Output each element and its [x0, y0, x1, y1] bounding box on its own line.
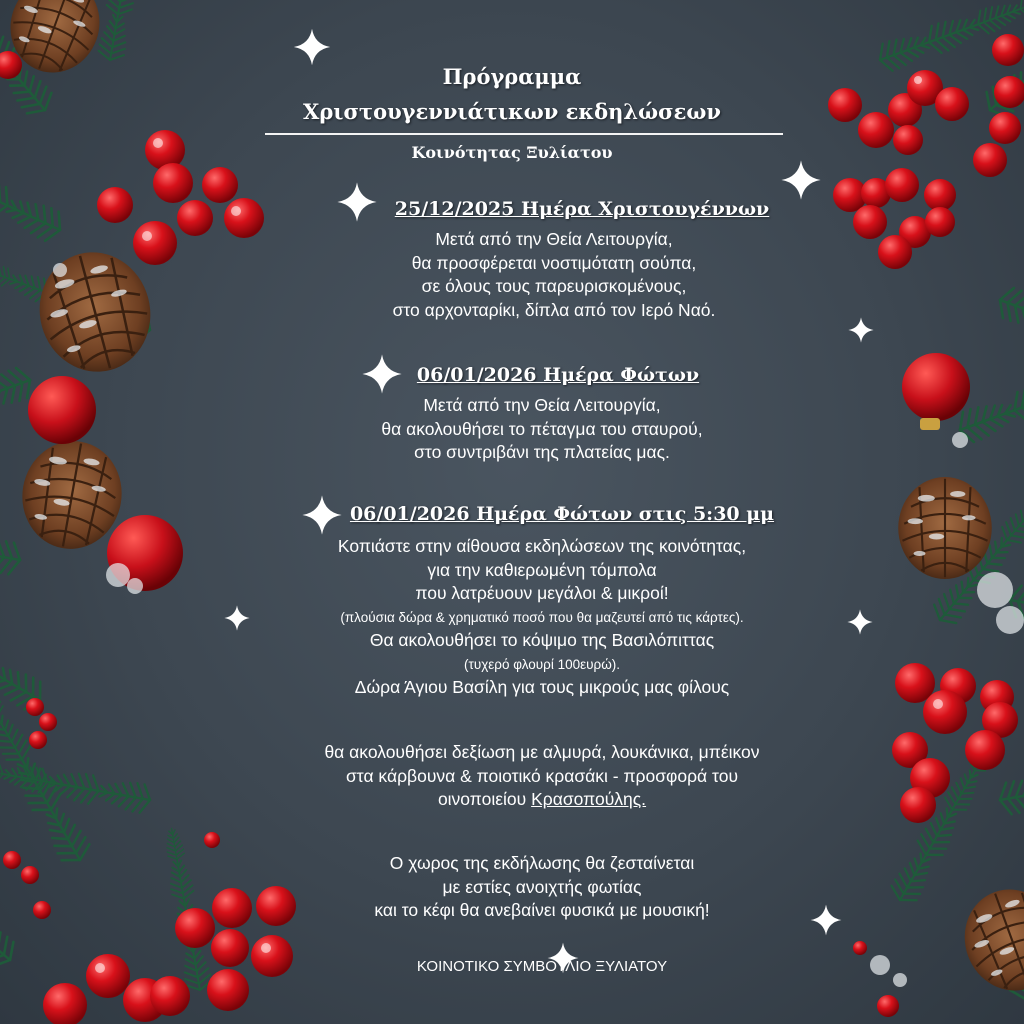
event-3-line: που λατρέυουν μεγάλοι & μικροί!	[415, 583, 669, 603]
closing-line: με εστίες ανοιχτής φωτίας	[442, 876, 642, 897]
signature: ΚΟΙΝΟΤΙΚΟ ΣΥΜΒΟΥΛΙΟ ΞΥΛΙΑΤΟΥ	[416, 958, 668, 975]
event-3-line: Θα ακολουθήσει το κόψιμο της Βασιλόπιττας	[369, 630, 715, 650]
title-divider	[265, 133, 783, 135]
closing-line: και το κέφι θα ανεβαίνει φυσικά με μουσική!	[374, 900, 710, 920]
event-1-line: σε όλους τους παρευρισκομένους,	[421, 276, 687, 296]
event-2-line: θα ακολουθήσει το πέταγμα του σταυρού,	[381, 418, 703, 439]
event-1-heading: 25/12/2025 Ημέρα Χριστουγέννων	[394, 198, 770, 220]
event-3-heading: 06/01/2026 Ημέρα Φώτων στις 5:30 μμ	[349, 503, 775, 525]
reception-line: στα κάρβουνα & ποιοτικό κρασάκι - προσφορά του	[345, 765, 739, 786]
event-3-description	[30, 535, 1024, 700]
event-1-line: στο αρχονταρίκι, δίπλα από τον Ιερό Ναό.	[392, 299, 716, 320]
title-line-1: Πρόγραμμα	[442, 64, 582, 89]
event-2-line: Μετά από την Θεία Λειτουργία,	[423, 395, 661, 415]
closing-description	[30, 852, 1024, 923]
event-1-line: θα προσφέρεται νοστιμότατη σούπα,	[411, 252, 697, 273]
event-3-line: για την καθιερωμένη τόμπολα	[427, 559, 657, 580]
winery-link[interactable]: Κρασοπούλης.	[531, 789, 647, 809]
event-3-note: (πλούσια δώρα & χρηματικό ποσό που θα μαζευτεί από τις κάρτες).	[340, 609, 744, 625]
event-2-heading: 06/01/2026 Ημέρα Φώτων	[416, 364, 700, 386]
reception-description	[30, 741, 1024, 812]
event-2-line: στο συντριβάνι της πλατείας μας.	[414, 442, 670, 462]
event-1-description	[42, 228, 1024, 322]
reception-line	[30, 788, 1024, 812]
event-3-line: Δώρα Άγιου Βασίλη για τους μικρούς μας φίλους	[354, 677, 730, 697]
event-3-line: Κοπιάστε στην αίθουσα εκδηλώσεων της κοινότητας,	[337, 536, 747, 556]
reception-line: θα ακολουθήσει δεξίωση με αλμυρά, λουκάνικα, μπέικον	[324, 742, 760, 762]
sparkle-star-icon	[224, 29, 873, 974]
event-1-line: Μετά από την Θεία Λειτουργία,	[435, 229, 673, 249]
event-2-description	[30, 394, 1024, 465]
title-line-2: Χριστουγεννιάτικων εκδηλώσεων	[303, 99, 721, 124]
reception-winery-prefix: οινοποιείου	[437, 789, 532, 809]
closing-line: Ο χωρος της εκδήλωσης θα ζεσταίνεται	[389, 853, 695, 873]
event-3-note: (τυχερό φλουρί 100ευρώ).	[463, 656, 620, 672]
subtitle: Κοινότητας Ξυλίατου	[411, 143, 613, 162]
